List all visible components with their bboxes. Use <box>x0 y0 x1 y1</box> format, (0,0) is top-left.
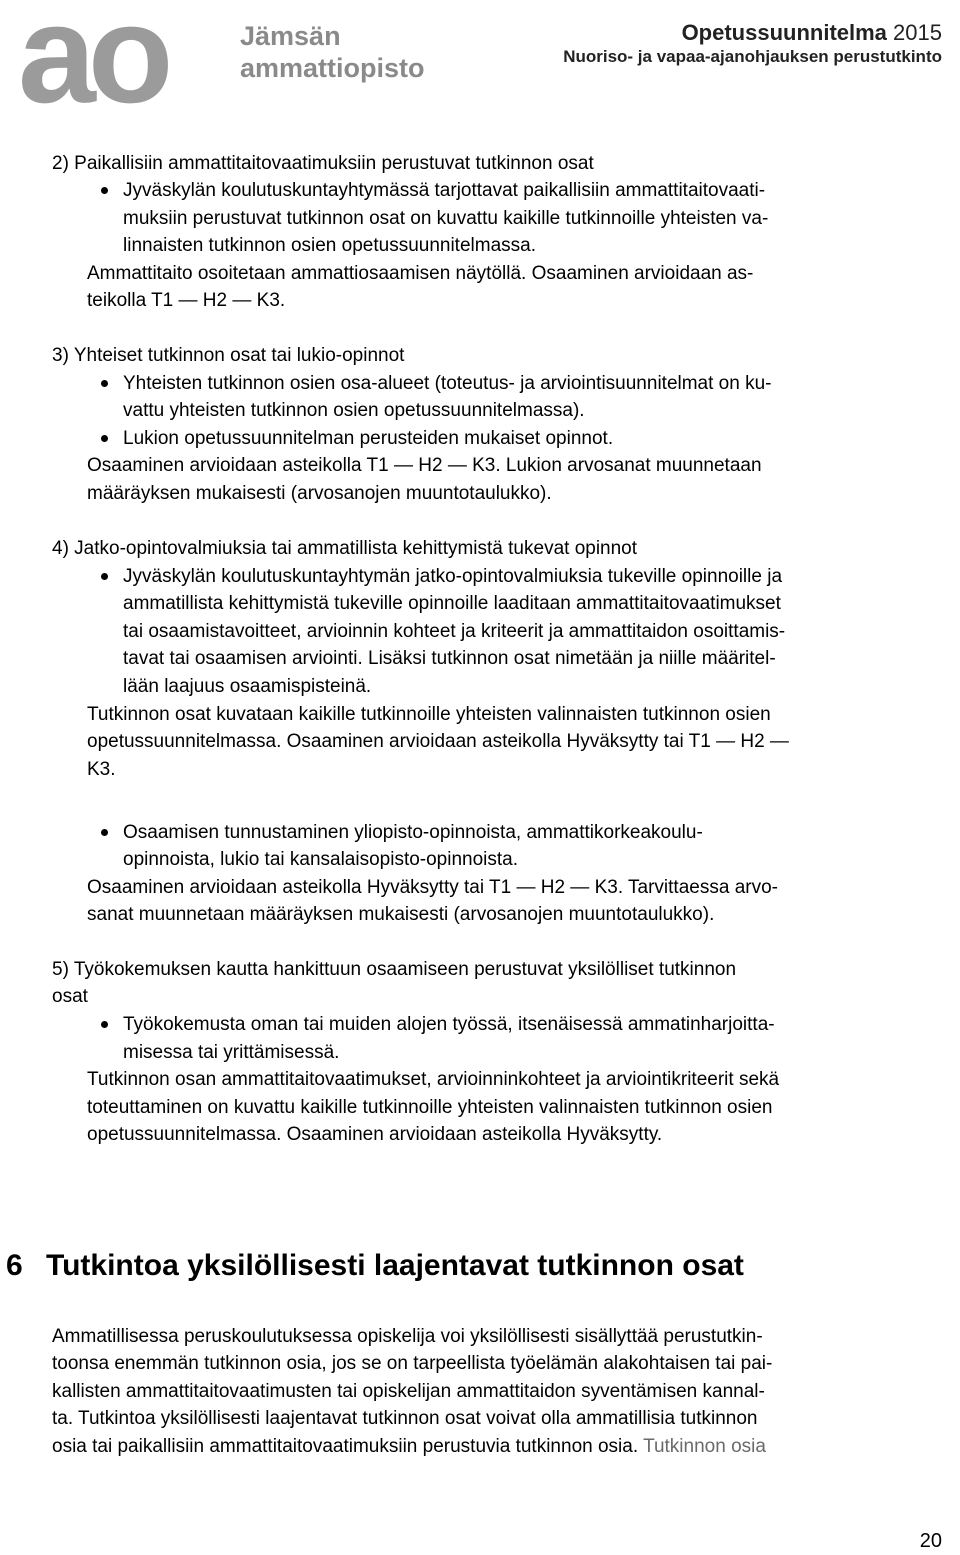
header-title-main: Opetussuunnitelma <box>681 20 887 45</box>
paragraph-line: toonsa enemmän tutkinnon osia, jos se on tarpeellista työelämän alakohtaisen tai pai- <box>52 1353 773 1374</box>
bullet <box>101 829 108 836</box>
text-line: määräyksen mukaisesti (arvosanojen muuntotaulukko). <box>87 483 552 504</box>
paragraph-line: kallisten ammattitaitovaatimusten tai opiskelijan ammattitaidon syventämisen kannal- <box>52 1381 765 1402</box>
heading-item-5-cont: osat <box>52 986 88 1007</box>
bullet <box>101 380 108 387</box>
text-line: Yhteisten tutkinnon osien osa-alueet (toteutus- ja arviointisuunnitelmat on ku- <box>123 373 772 394</box>
text-line: tai osaamistavoitteet, arvioinnin kohteet ja kriteerit ja ammattitaidon osoittamis- <box>123 621 786 642</box>
logo-line-1: Jämsän <box>240 21 341 51</box>
text-line: Jyväskylän koulutuskuntayhtymässä tarjottavat paikallisiin ammattitaitovaati- <box>123 180 766 201</box>
bullet <box>101 1021 108 1028</box>
text-line: vattu yhteisten tutkinnon osien opetussuunnitelmassa). <box>123 400 585 421</box>
text-line: K3. <box>87 759 116 780</box>
text-line: Tutkinnon osan ammattitaitovaatimukset, arvioinninkohteet ja arviointikriteerit sekä <box>87 1069 780 1090</box>
logo-line-2: ammattiopisto <box>240 53 425 83</box>
logo-text <box>240 20 425 84</box>
text-line: opetussuunnitelmassa. Osaaminen arvioidaan asteikolla Hyväksytty. <box>87 1124 663 1145</box>
bullet <box>101 435 108 442</box>
text-line: Tutkinnon osat kuvataan kaikille tutkinnoille yhteisten valinnaisten tutkinnon osien <box>87 704 771 725</box>
heading-item-4: 4) Jatko-opintovalmiuksia tai ammatillista kehittymistä tukevat opinnot <box>52 538 638 559</box>
text-line: ammatillista kehittymistä tukeville opinnoille laaditaan ammattitaitovaatimukset <box>123 593 781 614</box>
paragraph-line: Ammatillisessa peruskoulutuksessa opiskelija voi yksilöllisesti sisällyttää perustutkin- <box>52 1326 763 1347</box>
text-line: linnaisten tutkinnon osien opetussuunnitelmassa. <box>123 235 536 256</box>
document-header <box>563 20 942 68</box>
paragraph-line: ta. Tutkintoa yksilöllisesti laajentavat tutkinnon osat voivat olla ammatillisia tutkinnon <box>52 1408 758 1429</box>
text-line: muksiin perustuvat tutkinnon osat on kuvattu kaikille tutkinnoille yhteisten va- <box>123 208 769 229</box>
logo <box>18 0 438 132</box>
heading-item-2: 2) Paikallisiin ammattitaitovaatimuksiin perustuvat tutkinnon osat <box>52 153 594 174</box>
text-line: Osaaminen arvioidaan asteikolla Hyväksytty tai T1 — H2 — K3. Tarvittaessa arvo- <box>87 877 778 898</box>
paragraph-text: osia tai paikallisiin ammattitaitovaatimuksiin perustuvia tutkinnon osia. <box>52 1436 639 1457</box>
section-6-title: Tutkintoa yksilöllisesti laajentavat tutkinnon osat <box>46 1249 744 1282</box>
heading-item-3: 3) Yhteiset tutkinnon osat tai lukio-opinnot <box>52 345 405 366</box>
text-line: Osaaminen arvioidaan asteikolla T1 — H2 — K3. Lukion arvosanat muunnetaan <box>87 455 762 476</box>
header-title-year: 2015 <box>893 20 942 45</box>
logo-mark: ao <box>18 0 166 132</box>
text-line: Työkokemusta oman tai muiden alojen työssä, itsenäisessä ammatinharjoitta- <box>123 1014 775 1035</box>
bullet <box>101 187 108 194</box>
text-line: Ammattitaito osoitetaan ammattiosaamisen näytöllä. Osaaminen arvioidaan as- <box>87 263 754 284</box>
text-line: Lukion opetussuunnitelman perusteiden mukaiset opinnot. <box>123 428 614 449</box>
text-line: teikolla T1 — H2 — K3. <box>87 290 286 311</box>
section-6-number: 6 <box>6 1249 23 1282</box>
text-line: toteuttaminen on kuvattu kaikille tutkinnoille yhteisten valinnaisten tutkinnon osien <box>87 1097 773 1118</box>
paragraph-text-continued: Tutkinnon osia <box>643 1436 766 1457</box>
paragraph-line <box>52 1433 766 1461</box>
bullet <box>101 573 108 580</box>
heading-item-5: 5) Työkokemuksen kautta hankittuun osaamiseen perustuvat yksilölliset tutkinnon <box>52 959 737 980</box>
header-title <box>563 20 942 46</box>
page-number: 20 <box>919 1530 942 1552</box>
text-line: misessa tai yrittämisessä. <box>123 1042 340 1063</box>
text-line: tavat tai osaamisen arviointi. Lisäksi tutkinnon osat nimetään ja niille määritel- <box>123 648 776 669</box>
text-line: opetussuunnitelmassa. Osaaminen arvioidaan asteikolla Hyväksytty tai T1 — H2 — <box>87 731 789 752</box>
text-line: Osaamisen tunnustaminen yliopisto-opinnoista, ammattikorkeakoulu- <box>123 822 703 843</box>
header-subtitle: Nuoriso- ja vapaa-ajanohjauksen perustutkinto <box>563 47 942 66</box>
text-line: Jyväskylän koulutuskuntayhtymän jatko-opintovalmiuksia tukeville opinnoille ja <box>123 566 783 587</box>
text-line: opinnoista, lukio tai kansalaisopisto-opinnoista. <box>123 849 519 870</box>
text-line: lään laajuus osaamispisteinä. <box>123 676 372 697</box>
text-line: sanat muunnetaan määräyksen mukaisesti (arvosanojen muuntotaulukko). <box>87 904 715 925</box>
